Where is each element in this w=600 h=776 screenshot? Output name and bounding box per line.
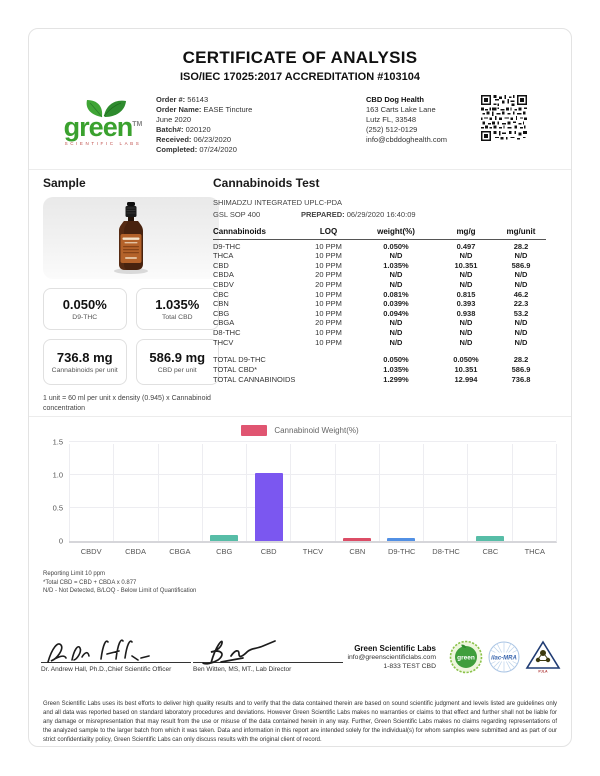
col-mgg: mg/g xyxy=(456,227,476,236)
pjla-badge xyxy=(525,640,561,674)
chart-bar-slot xyxy=(113,444,157,541)
stat-box xyxy=(43,288,127,330)
accreditation-badges xyxy=(449,640,561,674)
cell-mgunit: 53.2 xyxy=(513,308,529,318)
unit-footnote: 1 unit = 60 ml per unit x density (0.945) x Cannabinoid concentration xyxy=(43,395,211,412)
x-tick-label: THCV xyxy=(302,547,324,556)
stat-box xyxy=(136,339,220,385)
sample-section xyxy=(43,176,219,413)
cell-mgunit: N/D xyxy=(514,337,528,347)
cell-weight: N/D xyxy=(389,270,403,280)
lab-logo xyxy=(55,97,151,146)
cell-loq: 10 PPM xyxy=(315,251,342,261)
y-tick-label: 1.0 xyxy=(52,470,63,480)
disclaimer-text: Green Scientific Labs uses its best efforts to deliver high quality results and to verify that the data contained therein are based on sound scientific judgment and levels listed are guidelines only and all data was reported based on standard laboratory procedures and deviations. However Green Scientific Labs makes no warranties or claims to that effect and further shall not be liable for any damage or misrepresentation that may result from the use or misuse of the data contained herein in any way. Further, Green Scientific Labs makes no claims regarding representations of the analyzed sample to the larger batch from which it was taken. Data and information in this report are intended solely for the individual(s) for whom samples were submitted and as part of our strict confidentiality policy, Green Scientific Labs can only discuss results with the original client of record. xyxy=(43,700,557,743)
ilac-mra-badge xyxy=(487,640,521,674)
table-row xyxy=(213,318,546,328)
cell-weight: 1.299% xyxy=(383,375,409,385)
x-tick-label: CBGA xyxy=(169,547,191,556)
order-info-label: Order Name: xyxy=(156,105,202,114)
totals-row xyxy=(213,355,546,365)
cell-mgunit: 736.8 xyxy=(511,375,531,385)
cell-mgg: 0.497 xyxy=(456,241,476,251)
cell-weight: N/D xyxy=(389,327,403,337)
table-row xyxy=(213,251,546,261)
cell-weight: N/D xyxy=(389,337,403,347)
prepared-value: 06/29/2020 16:40:09 xyxy=(346,210,416,219)
svg-text:PJLA: PJLA xyxy=(538,669,548,674)
cell-mgg: N/D xyxy=(459,318,473,328)
certificate-card xyxy=(28,28,572,747)
accreditation-subtitle: ISO/IEC 17025:2017 ACCREDITATION #103104 xyxy=(179,71,421,83)
x-tick-label: THCA xyxy=(524,547,545,556)
chart-bar xyxy=(210,535,238,541)
order-info-line: Completed: 07/24/2020 xyxy=(156,145,237,154)
cell-loq xyxy=(301,375,356,385)
client-address-line1: 163 Carts Lake Lane xyxy=(366,105,436,114)
x-tick-label: D8-THC xyxy=(432,547,460,556)
x-tick-label: CBG xyxy=(216,547,233,556)
chart-bar xyxy=(343,538,371,541)
x-tick-label: CBN xyxy=(349,547,366,556)
chart-note-line: N/D - Not Detected, B/LOQ - Below Limit of Quantification xyxy=(43,588,197,595)
prepared-label: PREPARED: xyxy=(301,210,345,219)
x-tick-label: CBDV xyxy=(80,547,102,556)
cell-weight: 0.094% xyxy=(383,308,409,318)
logo-tm: TM xyxy=(132,121,143,128)
table-row xyxy=(213,338,546,348)
chart-bar-slot xyxy=(512,444,556,541)
signer-name-title: Ben Witten, MS, MT., Lab Director xyxy=(193,665,292,673)
cell-mgg: 0.815 xyxy=(456,289,476,299)
cell-mgg: 0.393 xyxy=(456,299,476,309)
cell-name: D9-THC xyxy=(213,241,241,251)
cell-mgunit: N/D xyxy=(514,270,528,280)
order-info-line: Batch#: 020120 xyxy=(156,125,211,134)
signature-block-director xyxy=(193,636,343,673)
cell-name: CBDA xyxy=(213,270,234,280)
chart-bar-slot xyxy=(467,444,511,541)
cell-mgg: N/D xyxy=(459,270,473,280)
chart-x-axis xyxy=(69,547,557,556)
cell-loq: 20 PPM xyxy=(315,279,342,289)
legend-swatch xyxy=(241,425,267,436)
totals-row xyxy=(213,375,546,385)
cell-mgunit: 28.2 xyxy=(513,355,529,365)
stat-value: 1.035% xyxy=(155,296,200,312)
order-info-label: Received: xyxy=(156,135,192,144)
cell-loq: 10 PPM xyxy=(315,241,342,251)
order-info-line: Order Name: EASE Tincture xyxy=(156,105,253,114)
legend-label: Cannabinoid Weight(%) xyxy=(274,426,359,435)
cell-loq: 10 PPM xyxy=(315,260,342,270)
table-header xyxy=(213,227,546,240)
qr-code-icon xyxy=(481,95,527,141)
cell-mgg: 0.938 xyxy=(456,308,476,318)
chart-bar-slot xyxy=(379,444,423,541)
stat-box xyxy=(136,288,220,330)
info-row xyxy=(29,95,571,161)
cell-mgg: 10.351 xyxy=(454,365,478,375)
lab-contact-name: Green Scientific Labs xyxy=(354,643,436,653)
lab-contact xyxy=(341,644,436,671)
lab-contact-phone: 1-833 TEST CBD xyxy=(383,662,436,670)
stat-label: Total CBD xyxy=(161,313,193,321)
cell-name: CBD xyxy=(213,260,229,270)
cell-name: CBC xyxy=(213,289,229,299)
order-info-label: Batch#: xyxy=(156,125,184,134)
cell-loq: 10 PPM xyxy=(315,299,342,309)
cell-mgunit: 586.9 xyxy=(511,365,531,375)
cell-loq: 20 PPM xyxy=(315,270,342,280)
cannabinoids-test-section xyxy=(213,176,546,385)
signature-row xyxy=(29,636,571,688)
cell-name: TOTAL CANNABINOIDS xyxy=(213,375,296,385)
client-name: CBD Dog Health xyxy=(366,95,424,104)
chart-bar xyxy=(255,473,283,541)
stat-label: Cannabinoids per unit xyxy=(51,366,118,374)
cell-mgunit: N/D xyxy=(514,327,528,337)
cell-loq: 20 PPM xyxy=(315,318,342,328)
green-seal-badge xyxy=(449,640,483,674)
chart-plot xyxy=(52,437,557,546)
cell-name: TOTAL CBD* xyxy=(213,365,258,375)
stat-label: D9-THC xyxy=(72,313,98,321)
cell-loq: 10 PPM xyxy=(315,289,342,299)
stat-label: CBD per unit xyxy=(157,366,197,374)
y-tick-label: 0.5 xyxy=(52,503,63,513)
cell-loq xyxy=(301,365,356,375)
cell-mgg: 10.351 xyxy=(454,260,478,270)
cell-mgunit: N/D xyxy=(514,251,528,261)
chart-bar-slot xyxy=(290,444,334,541)
totals-row xyxy=(213,365,546,375)
client-info xyxy=(366,95,496,145)
cell-weight: 0.050% xyxy=(383,241,409,251)
cell-mgunit: N/D xyxy=(514,279,528,289)
chart-bar-slot xyxy=(423,444,467,541)
x-tick-label: CBDA xyxy=(125,547,146,556)
cell-name: CBGA xyxy=(213,318,235,328)
chart-bar-slot xyxy=(158,444,202,541)
stat-box xyxy=(43,339,127,385)
svg-text:ilac-MRA: ilac-MRA xyxy=(491,655,517,662)
table-row xyxy=(213,299,546,309)
table-row xyxy=(213,270,546,280)
cell-mgunit: 28.2 xyxy=(513,241,529,251)
cell-weight: N/D xyxy=(389,279,403,289)
cell-mgunit: 22.3 xyxy=(513,299,529,309)
sop-number: GSL SOP 400 xyxy=(213,210,261,219)
chart-legend xyxy=(29,425,571,436)
client-address-line2: Lutz FL, 33548 xyxy=(366,115,417,124)
signature-block-cso xyxy=(41,636,191,673)
cell-mgg: N/D xyxy=(459,337,473,347)
col-cannabinoids: Cannabinoids xyxy=(213,227,266,236)
cannabinoid-rows xyxy=(213,242,546,348)
cell-loq: 10 PPM xyxy=(315,327,342,337)
logo-wordmark: green™ xyxy=(63,112,143,142)
cell-name: CBDV xyxy=(213,279,234,289)
order-info-line: Order #: 56143 xyxy=(156,95,209,104)
cell-weight: 1.035% xyxy=(383,260,409,270)
chart-bar-slot xyxy=(246,444,290,541)
x-tick-label: CBC xyxy=(482,547,499,556)
chart-bar-slot xyxy=(69,444,113,541)
order-info-line: Received: 06/23/2020 xyxy=(156,135,232,144)
cell-name: D8-THC xyxy=(213,327,241,337)
cell-weight: N/D xyxy=(389,251,403,261)
cell-name: CBG xyxy=(213,308,230,318)
table-row xyxy=(213,280,546,290)
cell-name: CBN xyxy=(213,299,229,309)
client-email: info@cbddoghealth.com xyxy=(366,135,447,144)
chart-bar-slot xyxy=(335,444,379,541)
stat-value: 586.9 mg xyxy=(149,349,206,365)
cell-name: TOTAL D9-THC xyxy=(213,355,266,365)
certificate-header xyxy=(29,29,571,83)
cell-weight: 0.050% xyxy=(383,355,409,365)
prepared-line xyxy=(301,210,416,219)
sample-photo xyxy=(43,197,219,279)
cell-mgunit: 586.9 xyxy=(511,260,531,270)
cannabinoids-test-heading: Cannabinoids Test xyxy=(213,176,320,190)
stat-value: 736.8 mg xyxy=(56,349,113,365)
y-tick-label: 1.5 xyxy=(52,437,63,447)
cell-name: THCV xyxy=(213,337,234,347)
cell-mgg: N/D xyxy=(459,279,473,289)
instrument-line: SHIMADZU INTEGRATED UPLC-PDA xyxy=(213,198,343,207)
cell-loq: 10 PPM xyxy=(315,308,342,318)
table-row xyxy=(213,261,546,271)
x-tick-label: D9-THC xyxy=(387,547,416,556)
sample-stats xyxy=(43,288,219,385)
chart-note-line: Reporting Limit 10 ppm xyxy=(43,571,106,577)
chart-bar xyxy=(387,538,415,541)
cell-weight: 1.035% xyxy=(383,365,409,375)
cell-mgg: N/D xyxy=(459,327,473,337)
table-row xyxy=(213,328,546,338)
page-title: CERTIFICATE OF ANALYSIS xyxy=(182,48,418,67)
col-mgunit: mg/unit xyxy=(506,227,536,236)
stat-value: 0.050% xyxy=(62,296,107,312)
cell-loq: 10 PPM xyxy=(315,337,342,347)
main-content xyxy=(29,176,571,412)
x-tick-label: CBD xyxy=(260,547,277,556)
lab-contact-email: info@greenscientificlabs.com xyxy=(347,653,436,661)
cell-weight: 0.039% xyxy=(383,299,409,309)
cell-weight: 0.081% xyxy=(383,289,409,299)
cell-loq xyxy=(301,355,356,365)
svg-text:green: green xyxy=(457,654,475,662)
signature-line xyxy=(41,662,191,663)
cell-weight: N/D xyxy=(389,318,403,328)
cell-mgg: 0.050% xyxy=(453,355,479,365)
sop-line xyxy=(213,210,546,219)
chart-note-line: *Total CBD = CBD + CBDA x 0.877 xyxy=(43,579,137,586)
sample-heading: Sample xyxy=(43,176,86,190)
cell-mgg: N/D xyxy=(459,251,473,261)
order-info xyxy=(156,95,306,155)
table-row xyxy=(213,290,546,300)
y-gridline xyxy=(69,441,556,442)
table-row xyxy=(213,309,546,319)
table-row xyxy=(213,242,546,252)
chart-bar-slot xyxy=(202,444,246,541)
cell-name: THCA xyxy=(213,251,234,261)
header-divider xyxy=(29,169,571,170)
cell-mgunit: N/D xyxy=(514,318,528,328)
order-info-line: June 2020 xyxy=(156,115,192,124)
signer-name-title: Dr. Andrew Hall, Ph.D.,Chief Scientific Officer xyxy=(41,665,172,673)
totals-rows xyxy=(213,355,546,385)
cell-mgg: 12.994 xyxy=(454,375,478,385)
chart-section xyxy=(29,416,571,556)
logo-tagline: SCIENTIFIC LABS xyxy=(64,141,142,146)
order-info-label: Order #: xyxy=(156,95,186,104)
chart-bar xyxy=(476,536,504,541)
y-tick-label: 0 xyxy=(58,536,63,546)
client-phone: (252) 512-0129 xyxy=(366,125,418,134)
cell-mgunit: 46.2 xyxy=(513,289,529,299)
chart-plot-area xyxy=(52,437,557,546)
order-info-label: Completed: xyxy=(156,145,198,154)
col-loq: LOQ xyxy=(319,227,338,236)
tincture-bottle-image xyxy=(109,201,153,275)
chart-notes xyxy=(43,570,571,596)
col-weight: weight(%) xyxy=(377,227,415,236)
